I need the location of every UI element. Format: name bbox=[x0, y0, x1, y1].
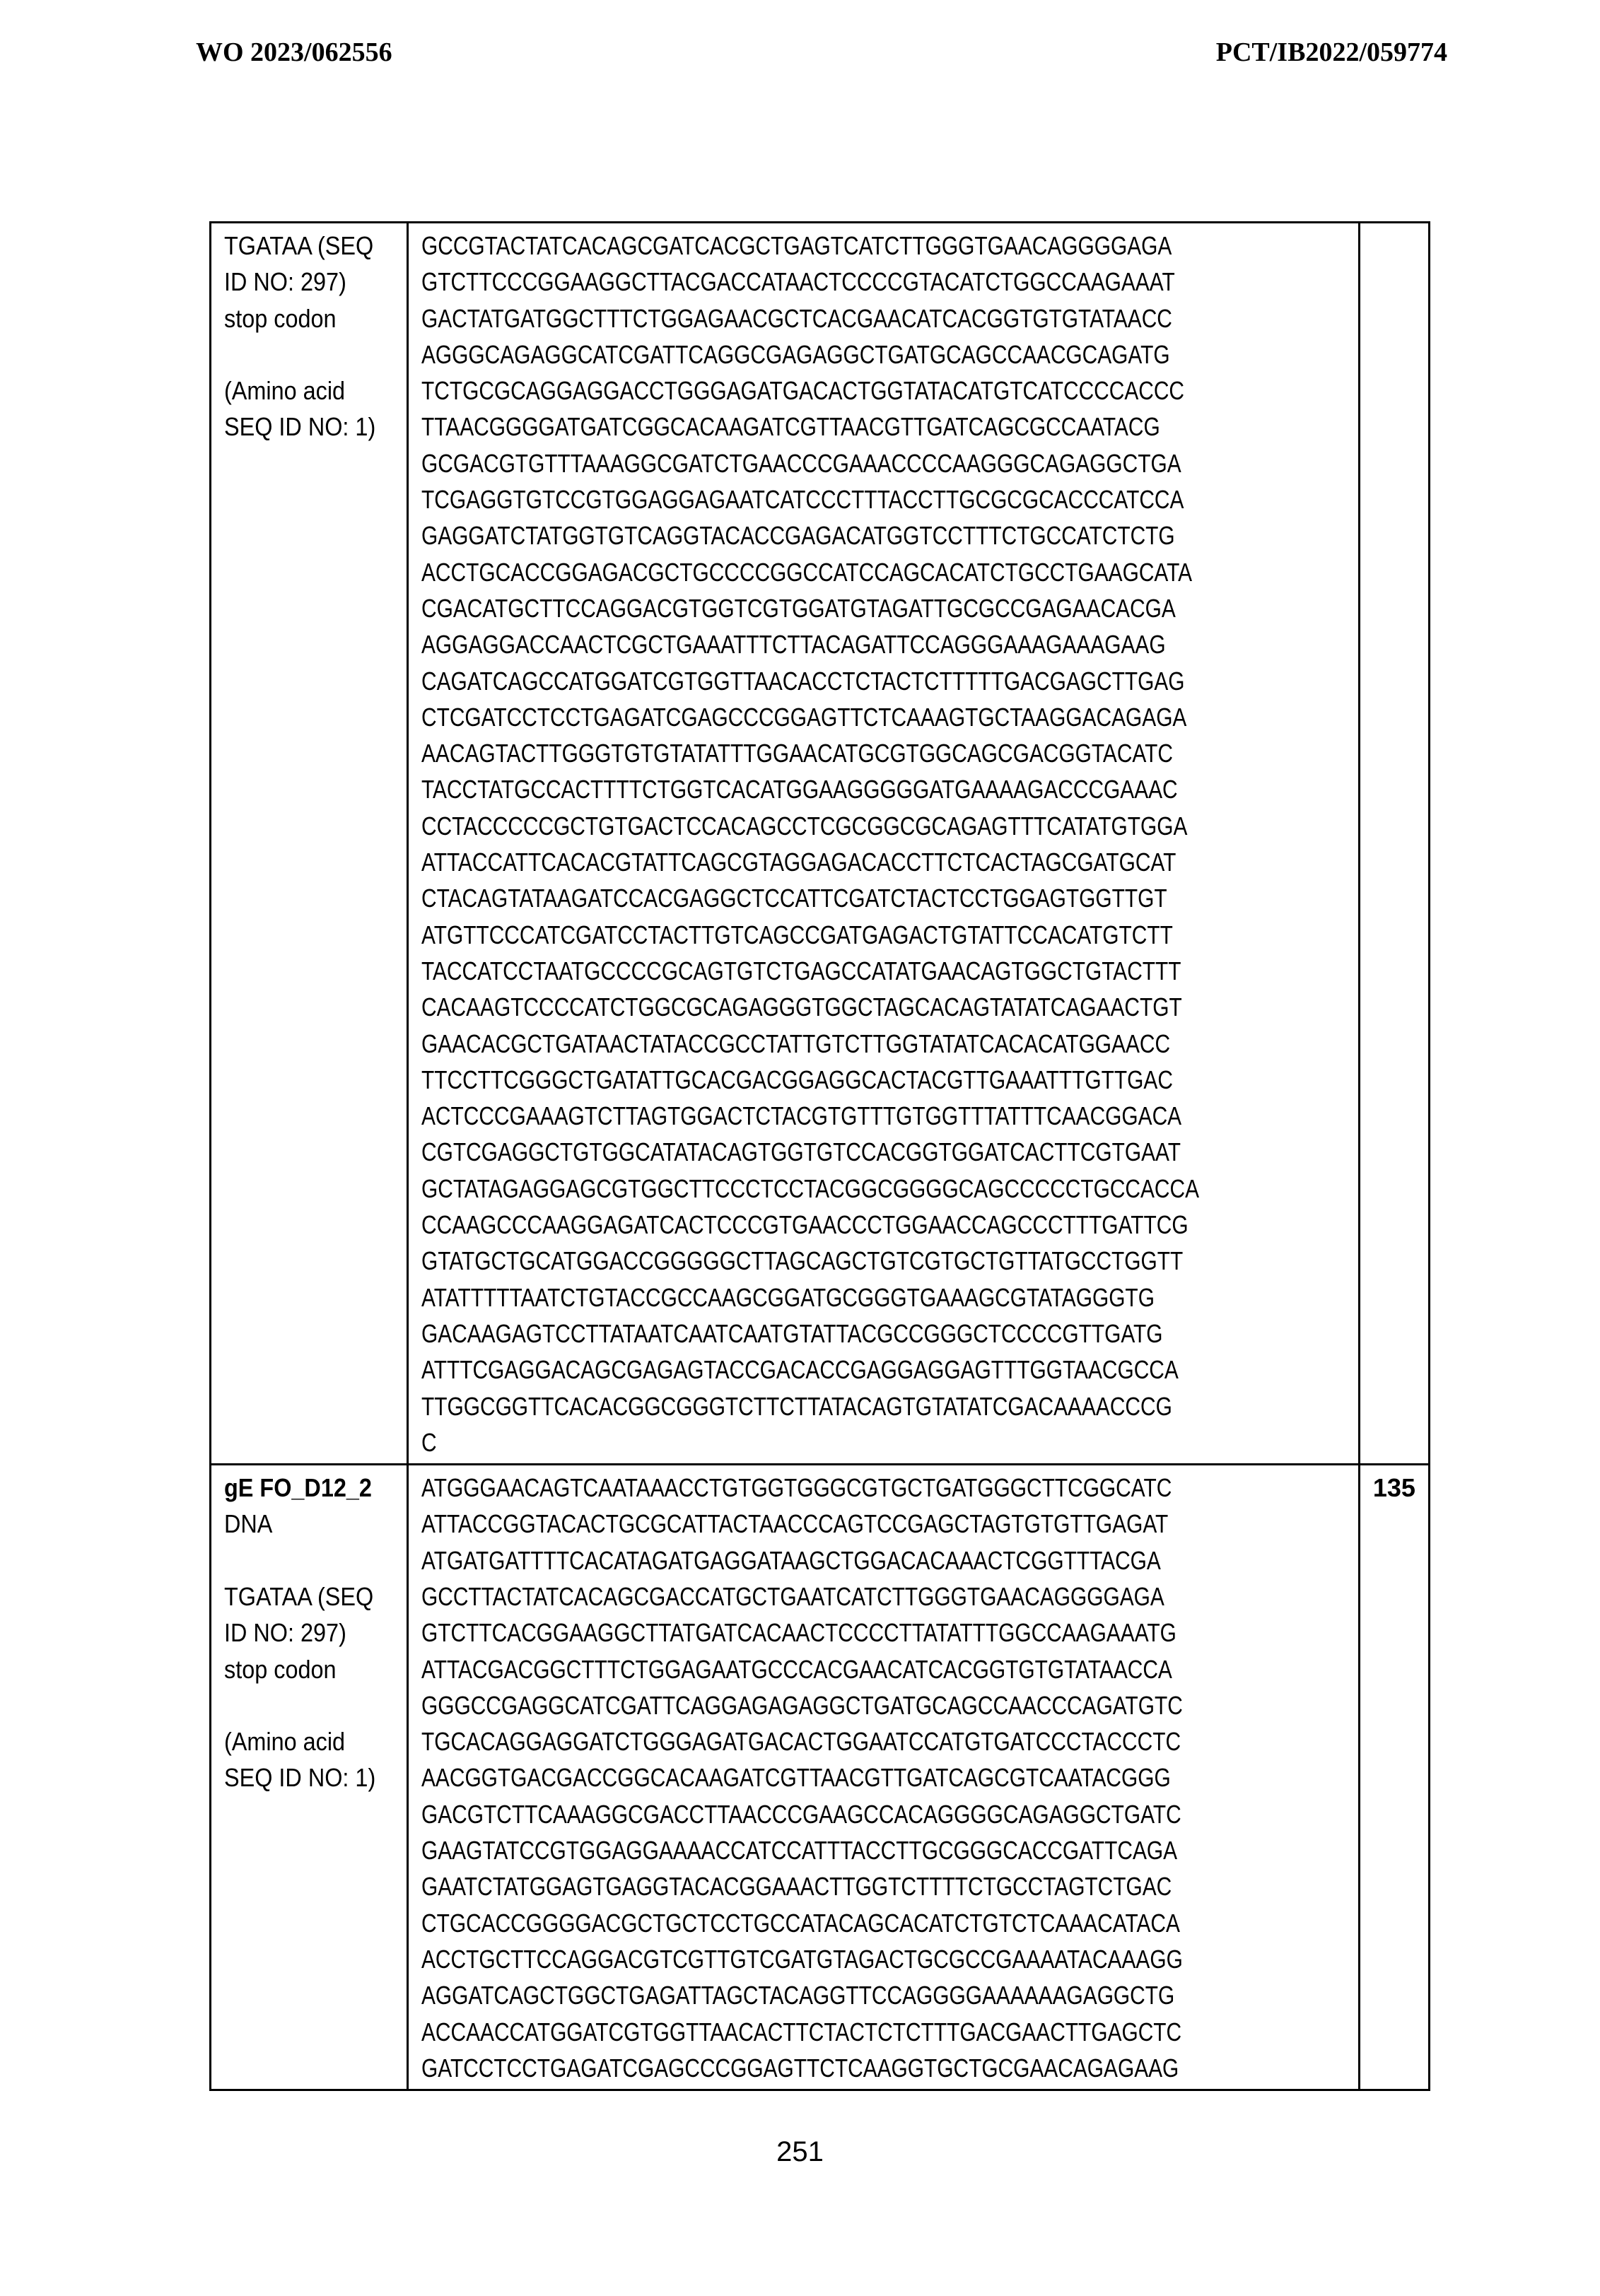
sequence-line: CGACATGCTTCCAGGACGTGGTCGTGGATGTAGATTGCGCCGAGAACACGA bbox=[421, 590, 1199, 626]
sequence-line: GCTATAGAGGAGCGTGGCTTCCCTCCTACGGCGGGGCAGCCCCCTGCCACCA bbox=[421, 1171, 1199, 1207]
sequence-line: ATATTTTTAATCTGTACCGCCAAGCGGATGCGGGTGAAAGCGTATAGGGTG bbox=[421, 1279, 1199, 1316]
sequence-line: CTGCACCGGGGACGCTGCTCCTGCCATACAGCACATCTGTCTCAAACATACA bbox=[421, 1905, 1199, 1941]
sequence-line: GATCCTCCTGAGATCGAGCCCGGAGTTCTCAAGGTGCTGCGAACAGAGAAG bbox=[421, 2050, 1199, 2086]
description-line: ID NO: 297) bbox=[224, 1615, 388, 1651]
description-line bbox=[224, 1687, 388, 1723]
sequence-line: AACAGTACTTGGGTGTGTATATTTGGAACATGCGTGGCAGCGACGGTACATC bbox=[421, 735, 1199, 771]
sequence-line: TCGAGGTGTCCGTGGAGGAGAATCATCCCTTTACCTTGCGCGCACCCATCCA bbox=[421, 481, 1199, 517]
sequence-line: AGGAGGACCAACTCGCTGAAATTTCTTACAGATTCCAGGGAAAGAAAGAAG bbox=[421, 626, 1199, 662]
sequence-line: ACCAACCATGGATCGTGGTTAACACTTCTACTCTCTTTGACGAACTTGAGCTC bbox=[421, 2014, 1199, 2050]
description-line: (Amino acid bbox=[224, 373, 388, 409]
sequence-table bbox=[209, 221, 1430, 2091]
sequence-cell bbox=[407, 1465, 1359, 2090]
sequence-line: ATGGGAACAGTCAATAAACCTGTGGTGGGCGTGCTGATGGGCTTCGGCATC bbox=[421, 1470, 1199, 1506]
seq-id-number: 135 bbox=[1360, 1470, 1428, 1506]
sequence-line: CTACAGTATAAGATCCACGAGGCTCCATTCGATCTACTCCTGGAGTGGTTGT bbox=[421, 880, 1199, 916]
seq-id-number bbox=[1360, 228, 1428, 264]
sequence-line: GAGGATCTATGGTGTCAGGTACACCGAGACATGGTCCTTTCTGCCATCTCTG bbox=[421, 517, 1199, 554]
description-line: DNA bbox=[224, 1506, 388, 1542]
seq-id-cell bbox=[1359, 223, 1429, 1465]
description-line: SEQ ID NO: 1) bbox=[224, 1759, 388, 1796]
page-number: 251 bbox=[0, 2136, 1600, 2168]
sequence-line: GAAGTATCCGTGGAGGAAAACCATCCATTTACCTTGCGGGCACCGATTCAGA bbox=[421, 1832, 1199, 1868]
sequence-line: GTATGCTGCATGGACCGGGGGCTTAGCAGCTGTCGTGCTGTTATGCCTGGTT bbox=[421, 1243, 1199, 1279]
sequence-line: TTAACGGGGATGATCGGCACAAGATCGTTAACGTTGATCAGCGCCAATACG bbox=[421, 409, 1199, 445]
description-line: TGATAA (SEQ bbox=[224, 228, 388, 264]
sequence-line: GCGACGTGTTTAAAGGCGATCTGAACCCGAAACCCCAAGGGCAGAGGCTGA bbox=[421, 445, 1199, 481]
description-line: gE FO_D12_2 bbox=[224, 1470, 388, 1506]
sequence-line: GTCTTCACGGAAGGCTTATGATCACAACTCCCCTTATATTTGGCCAAGAAATG bbox=[421, 1615, 1199, 1651]
description-cell bbox=[211, 1465, 408, 2090]
sequence-line: AGGGCAGAGGCATCGATTCAGGCGAGAGGCTGATGCAGCCAACGCAGATG bbox=[421, 336, 1199, 373]
table-row bbox=[211, 223, 1430, 1465]
sequence-line: AACGGTGACGACCGGCACAAGATCGTTAACGTTGATCAGCGTCAATACGGG bbox=[421, 1759, 1199, 1796]
sequence-line: ATGATGATTTTCACATAGATGAGGATAAGCTGGACACAAACTCGGTTTACGA bbox=[421, 1542, 1199, 1578]
sequence-line: C bbox=[421, 1424, 1199, 1460]
sequence-line: TACCATCCTAATGCCCCGCAGTGTCTGAGCCATATGAACAGTGGCTGTACTTT bbox=[421, 953, 1199, 989]
publication-number: WO 2023/062556 bbox=[196, 37, 392, 68]
sequence-line: GCCTTACTATCACAGCGACCATGCTGAATCATCTTGGGTGAACAGGGGAGA bbox=[421, 1578, 1199, 1615]
sequence-line: TACCTATGCCACTTTTCTGGTCACATGGAAGGGGGATGAAAAGACCCGAAAC bbox=[421, 771, 1199, 807]
seq-id-cell bbox=[1359, 1465, 1429, 2090]
sequence-line: TTGGCGGTTCACACGGCGGGTCTTCTTATACAGTGTATATCGACAAAACCCG bbox=[421, 1388, 1199, 1424]
sequence-line: GACAAGAGTCCTTATAATCAATCAATGTATTACGCCGGGCTCCCCGTTGATG bbox=[421, 1316, 1199, 1352]
sequence-line: TGCACAGGAGGATCTGGGAGATGACACTGGAATCCATGTGATCCCTACCCTC bbox=[421, 1723, 1199, 1759]
description-line bbox=[224, 1542, 388, 1578]
application-number: PCT/IB2022/059774 bbox=[1216, 37, 1447, 68]
sequence-line: ATTACGACGGCTTTCTGGAGAATGCCCACGAACATCACGGTGTGTATAACCA bbox=[421, 1651, 1199, 1687]
sequence-line: ACCTGCTTCCAGGACGTCGTTGTCGATGTAGACTGCGCCGAAAATACAAAGG bbox=[421, 1941, 1199, 1977]
sequence-line: CCTACCCCCGCTGTGACTCCACAGCCTCGCGGCGCAGAGTTTCATATGTGGA bbox=[421, 808, 1199, 844]
sequence-line: GACGTCTTCAAAGGCGACCTTAACCCGAAGCCACAGGGGCAGAGGCTGATC bbox=[421, 1796, 1199, 1832]
sequence-line: GGGCCGAGGCATCGATTCAGGAGAGAGGCTGATGCAGCCAACCCAGATGTC bbox=[421, 1687, 1199, 1723]
sequence-line: GTCTTCCCGGAAGGCTTACGACCATAACTCCCCGTACATCTGGCCAAGAAAT bbox=[421, 264, 1199, 300]
sequence-line: ACCTGCACCGGAGACGCTGCCCCGGCCATCCAGCACATCTGCCTGAAGCATA bbox=[421, 554, 1199, 590]
description-line: SEQ ID NO: 1) bbox=[224, 409, 388, 445]
description-line: (Amino acid bbox=[224, 1723, 388, 1759]
sequence-line: TTCCTTCGGGCTGATATTGCACGACGGAGGCACTACGTTGAAATTTGTTGAC bbox=[421, 1062, 1199, 1098]
description-line bbox=[224, 336, 388, 373]
description-line: ID NO: 297) bbox=[224, 264, 388, 300]
description-cell bbox=[211, 223, 408, 1465]
sequence-cell bbox=[407, 223, 1359, 1465]
description-line: stop codon bbox=[224, 1651, 388, 1687]
description-line: stop codon bbox=[224, 300, 388, 336]
sequence-line: GCCGTACTATCACAGCGATCACGCTGAGTCATCTTGGGTGAACAGGGGAGA bbox=[421, 228, 1199, 264]
sequence-line: ATGTTCCCATCGATCCTACTTGTCAGCCGATGAGACTGTATTCCACATGTCTT bbox=[421, 917, 1199, 953]
sequence-line: AGGATCAGCTGGCTGAGATTAGCTACAGGTTCCAGGGGAAAAAAGAGGCTG bbox=[421, 1977, 1199, 2013]
sequence-line: GAATCTATGGAGTGAGGTACACGGAAACTTGGTCTTTTCTGCCTAGTCTGAC bbox=[421, 1868, 1199, 1904]
sequence-line: CGTCGAGGCTGTGGCATATACAGTGGTGTCCACGGTGGATCACTTCGTGAAT bbox=[421, 1134, 1199, 1170]
sequence-line: ACTCCCGAAAGTCTTAGTGGACTCTACGTGTTTGTGGTTTATTTCAACGGACA bbox=[421, 1098, 1199, 1134]
sequence-line: CAGATCAGCCATGGATCGTGGTTAACACCTCTACTCTTTTTGACGAGCTTGAG bbox=[421, 663, 1199, 699]
sequence-line: ATTACCGGTACACTGCGCATTACTAACCCAGTCCGAGCTAGTGTGTTGAGAT bbox=[421, 1506, 1199, 1542]
sequence-line: ATTTCGAGGACAGCGAGAGTACCGACACCGAGGAGGAGTTTGGTAACGCCA bbox=[421, 1352, 1199, 1388]
sequence-line: CTCGATCCTCCTGAGATCGAGCCCGGAGTTCTCAAAGTGCTAAGGACAGAGA bbox=[421, 699, 1199, 735]
sequence-line: GAACACGCTGATAACTATACCGCCTATTGTCTTGGTATATCACACATGGAACC bbox=[421, 1026, 1199, 1062]
table-row bbox=[211, 1465, 1430, 2090]
sequence-line: GACTATGATGGCTTTCTGGAGAACGCTCACGAACATCACGGTGTGTATAACC bbox=[421, 300, 1199, 336]
sequence-line: CACAAGTCCCCATCTGGCGCAGAGGGTGGCTAGCACAGTATATCAGAACTGT bbox=[421, 989, 1199, 1025]
sequence-line: CCAAGCCCAAGGAGATCACTCCCGTGAACCCTGGAACCAGCCCTTTGATTCG bbox=[421, 1207, 1199, 1243]
sequence-line: TCTGCGCAGGAGGACCTGGGAGATGACACTGGTATACATGTCATCCCCACCC bbox=[421, 373, 1199, 409]
sequence-line: ATTACCATTCACACGTATTCAGCGTAGGAGACACCTTCTCACTAGCGATGCAT bbox=[421, 844, 1199, 880]
description-line: TGATAA (SEQ bbox=[224, 1578, 388, 1615]
